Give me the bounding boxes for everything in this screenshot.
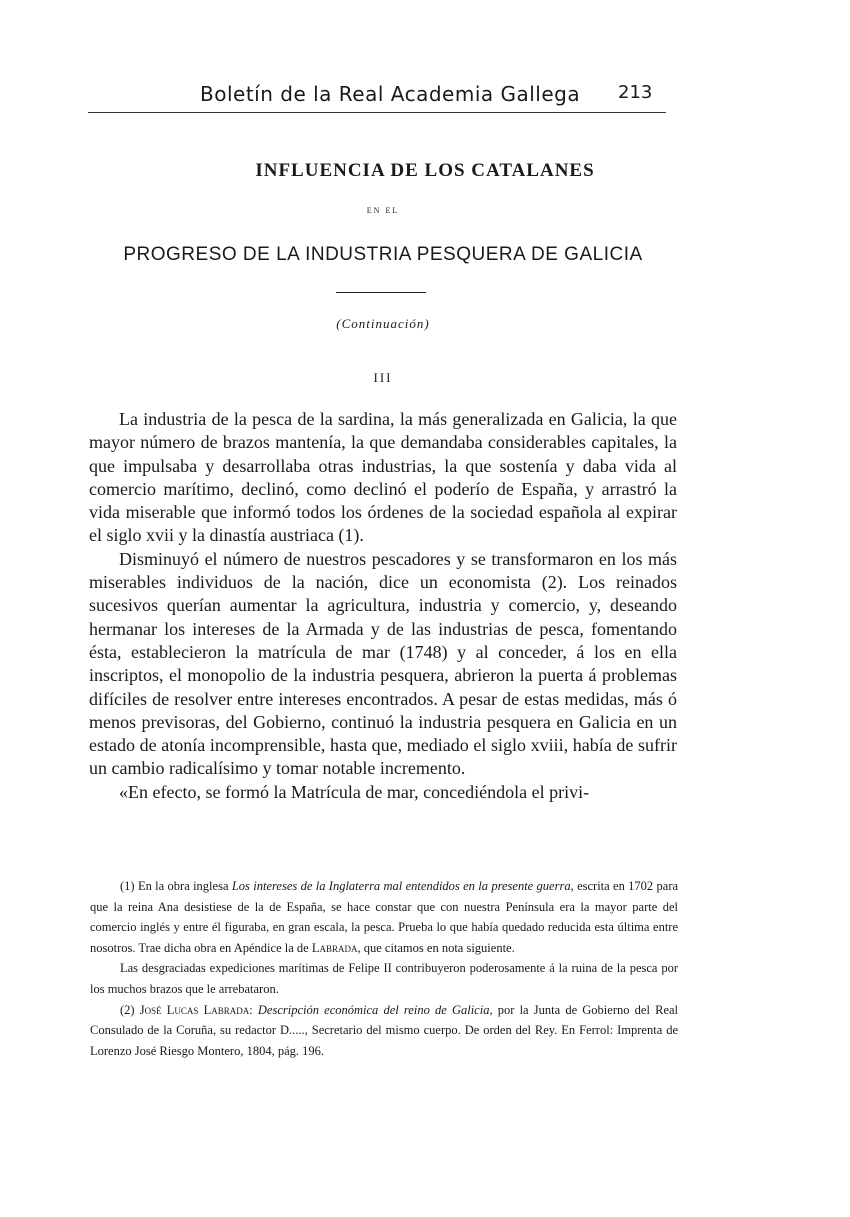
continuation-note: (Continuación) xyxy=(336,316,430,331)
footnote-1-marker: (1) xyxy=(120,879,135,893)
title-connector: EN EL xyxy=(366,206,400,215)
footnote-2-text: por la Junta de Gobierno del Real Consulado de la Coruña, su redactor D....., Secretario del mismo cuerpo. De orden del Rey. En Ferrol: Imprenta de Lorenzo José Riesgo Montero, 1804, pág. 196. xyxy=(90,1002,679,1058)
footnote-2-author: José Lucas Labrada: xyxy=(139,1002,253,1017)
article-subtitle: PROGRESO DE LA INDUSTRIA PESQUERA DE GALICIA xyxy=(123,244,643,265)
paragraph-1: La industria de la pesca de la sardina, la más generalizada en Galicia, la que mayor número de brazos mantenía, la que demandaba considerables capitales, la que impulsaba y desarrollaba otras industrias, la que sostenía y daba vida al comercio marítimo, declinó, como declinó el poderío de España, y arrastró la vida miserable que informó todos los órdenes de la sociedad española al expirar el siglo xvii y la dinastía austriaca (1). xyxy=(89,409,677,546)
page-number: 213 xyxy=(618,82,653,103)
footnote-2 xyxy=(90,1000,678,1062)
header-rule xyxy=(88,112,666,113)
title-divider xyxy=(336,292,426,293)
footnotes xyxy=(90,876,678,1061)
footnote-1-continued: Las desgraciadas expediciones marítimas de Felipe II contribuyeron poderosamente á la ruina de la pesca por los muchos brazos que le arrebataron. xyxy=(90,961,678,996)
footnote-1 xyxy=(90,876,678,958)
paragraph-2: Disminuyó el número de nuestros pescadores y se transformaron en los más miserables individuos de la nación, dice un economista (2). Los reinados sucesivos querían aumentar la agricultura, industria y comercio, y, deseando hermanar los intereses de la Armada y de las industrias de pesca, fomentando ésta, establecieron la matrícula de mar (1748) y al conceder, á los en ella inscriptos, el monopolio de la industria pesquera, abrieron la puerta á problemas difíciles de resolver entre intereses encontrados. A pesar de estas medidas, más ó menos previsoras, del Gobierno, continuó la industria pesquera en Galicia en un estado de atonía incomprensible, hasta que, mediado el siglo xviii, había de sufrir un cambio radicalísimo y tomar notable incremento. xyxy=(89,548,677,779)
journal-title: Boletín de la Real Academia Gallega xyxy=(200,82,581,106)
footnote-1-end: , que citamos en nota siguiente. xyxy=(357,940,515,955)
body-text xyxy=(89,408,677,804)
section-number: III xyxy=(373,370,393,385)
article-title: INFLUENCIA DE LOS CATALANES xyxy=(255,160,595,181)
footnote-2-marker: (2) xyxy=(120,1002,135,1017)
footnote-1-intro: En la obra inglesa xyxy=(137,879,229,893)
paragraph-3: «En efecto, se formó la Matrícula de mar, concediéndola el privi- xyxy=(119,781,590,802)
footnote-2-work-title: Descripción económica del reino de Galicia, xyxy=(257,1002,493,1017)
running-header xyxy=(110,82,670,114)
footnote-1-author: Labrada xyxy=(311,940,358,955)
footnote-1-text: escrita en 1702 para que la reina Ana desistiese de la de España, se hace constar que con nuestra Península era la mayor parte del comercio inglés y entre él figuraba, en gran escala, la pesca. Prueba lo que había quedado reducida esta última entre nosotros. Trae dicha obra en Apéndice la de xyxy=(90,879,679,955)
footnote-1-work-title: Los intereses de la Inglaterra mal entendidos en la presente guerra, xyxy=(231,879,574,893)
